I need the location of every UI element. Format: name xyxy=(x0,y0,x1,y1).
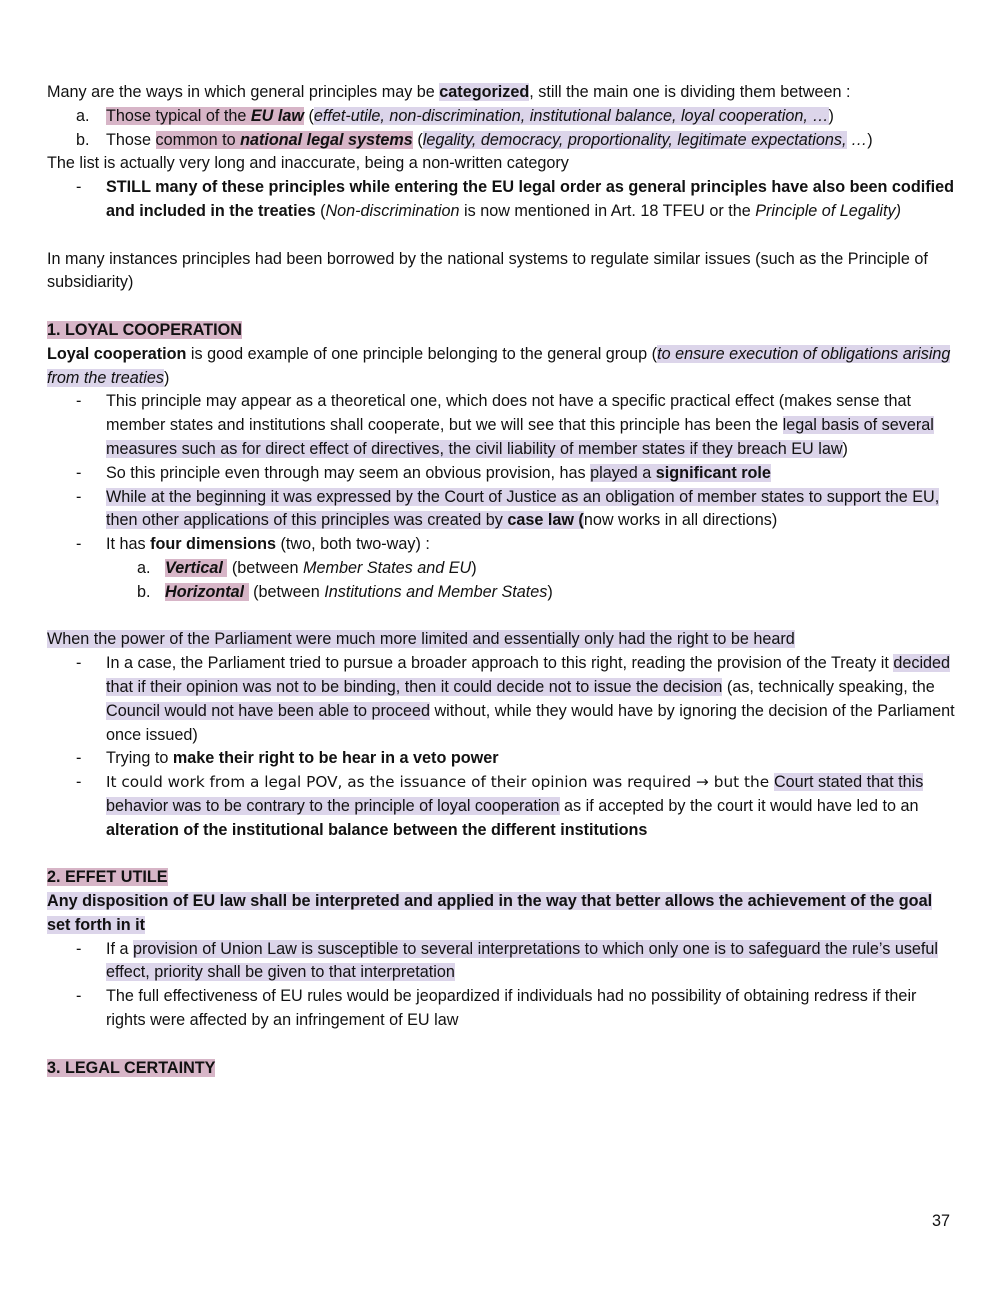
intro-text: Many are the ways in which general principles may be xyxy=(47,83,440,101)
list-marker: - xyxy=(76,939,82,958)
paren-close: ) xyxy=(867,130,873,149)
category-a-examples: effet-utile, non-discrimination, institutional balance, loyal cooperation, … xyxy=(313,106,829,125)
bullet-text: If a xyxy=(106,939,133,958)
bullet-text: This principle may appear as a theoretical one, which does not have a specific practical effect (makes sense that member states and institutions shall cooperate, but we will see that this principle has been the xyxy=(106,392,912,435)
dimension-item-b xyxy=(47,581,957,605)
spacer xyxy=(47,295,957,319)
bullet-highlight: While at the beginning it was expressed by the Court of Justice as an obligation of member states to support the EU, then other applications of this principles was created by xyxy=(106,487,940,530)
list-note: The list is actually very long and inaccurate, being a non-written category xyxy=(47,154,569,173)
paren-close: ) xyxy=(842,439,848,458)
bullet-text: In a case, the Parliament tried to pursue a broader approach to this right, reading the provision of the Treaty it xyxy=(106,654,894,673)
parliament-paragraph xyxy=(47,628,957,652)
bullet-still xyxy=(47,176,957,224)
bullet-interpretations xyxy=(47,938,957,986)
bullet-highlight: Council would not have been able to proceed xyxy=(106,701,430,720)
bullet-highlight: provision of Union Law is susceptible to several interpretations to which only one is to safeguard the rule’s useful effect, priority shall be given to that interpretation xyxy=(106,939,939,982)
list-marker: a. xyxy=(137,558,151,577)
bullet-highlight: legal basis of several measures such as for direct effect of directives, the civil liability of member states if they breach EU law xyxy=(106,416,934,458)
category-item-b xyxy=(47,129,957,153)
dimension-italic: Member States and EU xyxy=(302,558,472,577)
dimension-item-a xyxy=(47,557,957,581)
category-a-label: Those typical of the xyxy=(106,106,251,125)
bullet-court-stated xyxy=(47,771,957,842)
category-b-text: Those xyxy=(106,130,156,149)
bullet-text: (as, technically speaking, the xyxy=(722,677,935,696)
intro-text-end: , still the main one is dividing them between : xyxy=(529,83,851,101)
bullet-four-dimensions xyxy=(47,533,957,557)
paren-close: ) xyxy=(163,368,170,387)
effet-utile-rule xyxy=(47,890,957,938)
list-marker: b. xyxy=(76,130,90,149)
list-marker: b. xyxy=(137,582,151,601)
bullet-text: It has xyxy=(106,535,151,554)
bullet-bold: make their right to be hear in a veto power xyxy=(172,749,499,768)
category-a-emphasis: EU law xyxy=(250,106,304,125)
paren-open: ( xyxy=(315,201,326,220)
dimension-term: Vertical xyxy=(165,558,223,577)
dimension-text: (between xyxy=(227,558,303,577)
bullet-highlight: played a xyxy=(590,463,656,482)
spacer xyxy=(47,843,957,867)
still-text: is now mentioned in Art. 18 TFEU or the xyxy=(459,201,756,220)
category-item-a xyxy=(47,105,957,129)
bullet-parliament-case xyxy=(47,652,957,747)
spacer xyxy=(47,605,957,629)
spacer xyxy=(47,1033,957,1057)
still-italic-term: Non-discrimination xyxy=(325,201,460,220)
document-page xyxy=(47,81,957,1080)
list-marker: a. xyxy=(76,106,90,125)
list-marker: - xyxy=(76,535,82,554)
section-heading-loyal-cooperation xyxy=(47,319,957,343)
spacer xyxy=(47,224,957,248)
loyal-cooperation-intro xyxy=(47,343,957,391)
bullet-text: Trying to xyxy=(106,749,173,768)
bullet-highlight-bold: case law ( xyxy=(507,511,584,530)
bullet-bold: four dimensions xyxy=(150,535,277,554)
bullet-text-end: without, while they would have by ignoring the decision of the Parliament once issued) xyxy=(106,701,955,744)
term-bold: Loyal cooperation xyxy=(47,344,187,363)
list-marker: - xyxy=(76,773,82,792)
paren-open: ( xyxy=(303,106,314,125)
section-title: 2. EFFET UTILE xyxy=(47,868,168,887)
list-marker: - xyxy=(76,749,82,768)
dimension-term: Horizontal xyxy=(165,582,245,601)
bullet-highlight-bold: significant role xyxy=(655,463,771,482)
paren-open: ( xyxy=(412,130,423,149)
bullet-veto-power xyxy=(47,747,957,771)
category-b-emphasis: national legal systems xyxy=(240,130,413,149)
intro-italic-highlight: to ensure execution of obligations arising from the treaties xyxy=(47,344,951,387)
dimension-italic: Institutions and Member States xyxy=(324,582,548,601)
parliament-highlight: When the power of the Parliament were much more limited and essentially only had the right to be heard xyxy=(47,630,795,649)
category-b-examples: legality, democracy, proportionality, legitimate expectations, xyxy=(422,130,847,149)
rule-bold-highlight: Any disposition of EU law shall be interpreted and applied in the way that better allows the achievement of the goal set forth in it xyxy=(47,892,933,934)
list-marker: - xyxy=(76,487,82,506)
paren-close: ) xyxy=(828,106,834,125)
borrowed-paragraph: In many instances principles had been borrowed by the national systems to regulate similar issues (such as the Principle of subsidiarity) xyxy=(47,249,928,292)
page-number: 37 xyxy=(932,1212,951,1230)
bullet-text-end: (two, both two-way) : xyxy=(276,535,430,554)
paren-close: ) xyxy=(547,582,553,601)
list-marker: - xyxy=(76,178,82,197)
bullet-text: It could work from a legal POV, as the issuance of their opinion was required → but the xyxy=(106,773,774,792)
intro-paragraph xyxy=(47,81,957,105)
still-italic-end: Principle of Legality) xyxy=(755,201,901,220)
still-bold-text: STILL many of these principles while entering the EU legal order as general principles have also been codified and included in the treaties xyxy=(106,178,954,220)
bullet-highlight: decided that if their opinion was not to be binding, then it could decide not to issue the decision xyxy=(106,654,951,696)
list-marker: - xyxy=(76,463,82,482)
bullet-text: now works in all directions) xyxy=(583,511,778,530)
dimension-text: (between xyxy=(248,582,325,601)
section-title: 3. LEGAL CERTAINTY xyxy=(47,1058,216,1077)
section-title: 1. LOYAL COOPERATION xyxy=(47,320,242,339)
bullet-significant-role xyxy=(47,462,957,486)
bullet-text: The full effectiveness of EU rules would be jeopardized if individuals had no possibility of obtaining redress if their rights were affected by an infringement of EU law xyxy=(106,987,917,1030)
category-b-ellipsis: … xyxy=(846,130,868,149)
bullet-bold: alteration of the institutional balance between the different institutions xyxy=(106,820,648,839)
intro-highlight: categorized xyxy=(439,83,530,101)
list-marker: - xyxy=(76,392,82,411)
section-heading-effet-utile xyxy=(47,866,957,890)
bullet-full-effectiveness xyxy=(47,985,957,1033)
section-heading-legal-certainty xyxy=(47,1057,957,1081)
category-b-label: common to xyxy=(155,130,241,149)
bullet-case-law xyxy=(47,486,957,534)
list-marker: - xyxy=(76,654,82,673)
bullet-text: as if accepted by the court it would have led to an xyxy=(559,796,919,815)
paren-close: ) xyxy=(471,558,477,577)
bullet-highlight: Court stated that this behavior was to be contrary to the principle of loyal cooperation xyxy=(106,773,924,815)
intro-text: is good example of one principle belonging to the general group ( xyxy=(186,344,658,363)
list-marker: - xyxy=(76,987,82,1006)
bullet-text: So this principle even through may seem an obvious provision, has xyxy=(106,463,591,482)
bullet-theoretical xyxy=(47,390,957,461)
